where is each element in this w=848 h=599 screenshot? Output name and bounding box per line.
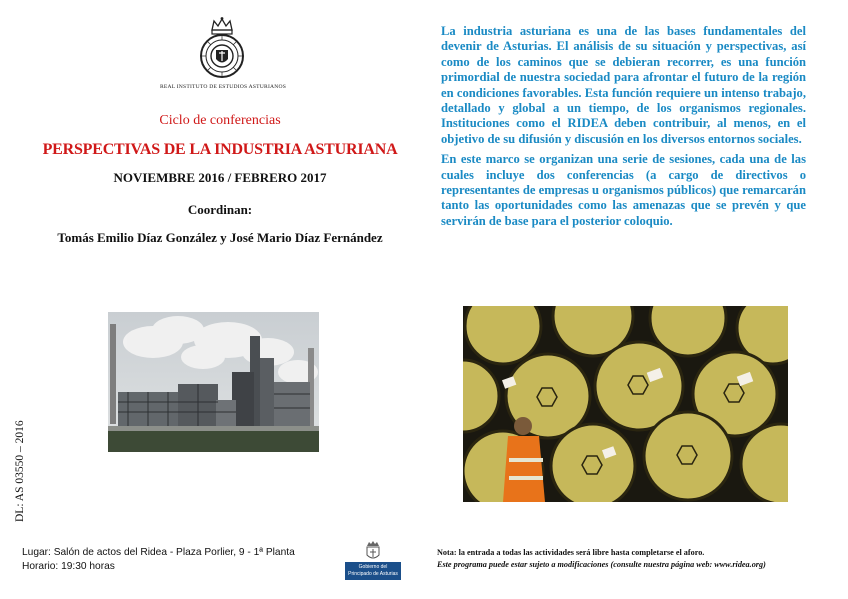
entry-note: Nota: la entrada a todas las actividades será libre hasta completarse el aforo. (437, 548, 705, 557)
venue-place: Lugar: Salón de actos del Ridea - Plaza Porlier, 9 - 1ª Planta (22, 547, 295, 558)
coordinators-label: Coordinan: (187, 202, 253, 217)
intro-text (441, 24, 806, 234)
industrial-plant-photo (108, 312, 319, 452)
venue-time: Horario: 19:30 horas (22, 561, 115, 572)
notes (437, 547, 766, 571)
cycle-label: Ciclo de conferencias (159, 113, 281, 128)
government-logo (345, 540, 401, 582)
intro-paragraph: La industria asturiana es una de las bases fundamentales del devenir de Asturias. El análisis de su situación y perspectivas, así como de los caminos que se debieran recorrer, es una función primordial de nuestra sociedad para afrontar el futuro de la región en condiciones favorables. Esta función requiere un intenso trabajo, detallado y global a un tiempo, de los organismos regionales. Instituciones como el RIDEA deben contribuir, al menos, en el objetivo de su difusión y discusión en los diversos entornos sociales. (441, 24, 806, 146)
venue-info (22, 546, 295, 574)
royal-crest-icon (196, 16, 248, 80)
logo-caption: REAL INSTITUTO DE ESTUDIOS ASTURIANOS (159, 84, 287, 90)
changes-note: Este programa puede estar sujeto a modificaciones (consulte nuestra página web: www.ridea.org) (437, 560, 766, 569)
page-title: PERSPECTIVAS DE LA INDUSTRIA ASTURIANA (42, 141, 398, 158)
legal-deposit: DL: AS 03550 – 2016 (14, 420, 26, 522)
pipes-photo (463, 306, 788, 502)
government-label: Gobierno del Principado de Asturias (345, 562, 401, 580)
event-dates: NOVIEMBRE 2016 / FEBRERO 2017 (113, 170, 327, 185)
coordinators-names: Tomás Emilio Díaz González y José Mario Díaz Fernández (57, 230, 383, 245)
intro-paragraph: En este marco se organizan una serie de sesiones, cada una de las cuales incluye dos conferencias (a cargo de directivos o representantes de empresas u organismos públicos) que remarcarán tanto las oportunidades como las amenazas que se prevén y que servirán de base para el posterior coloquio. (441, 152, 806, 228)
asturias-crest-icon (345, 540, 401, 562)
